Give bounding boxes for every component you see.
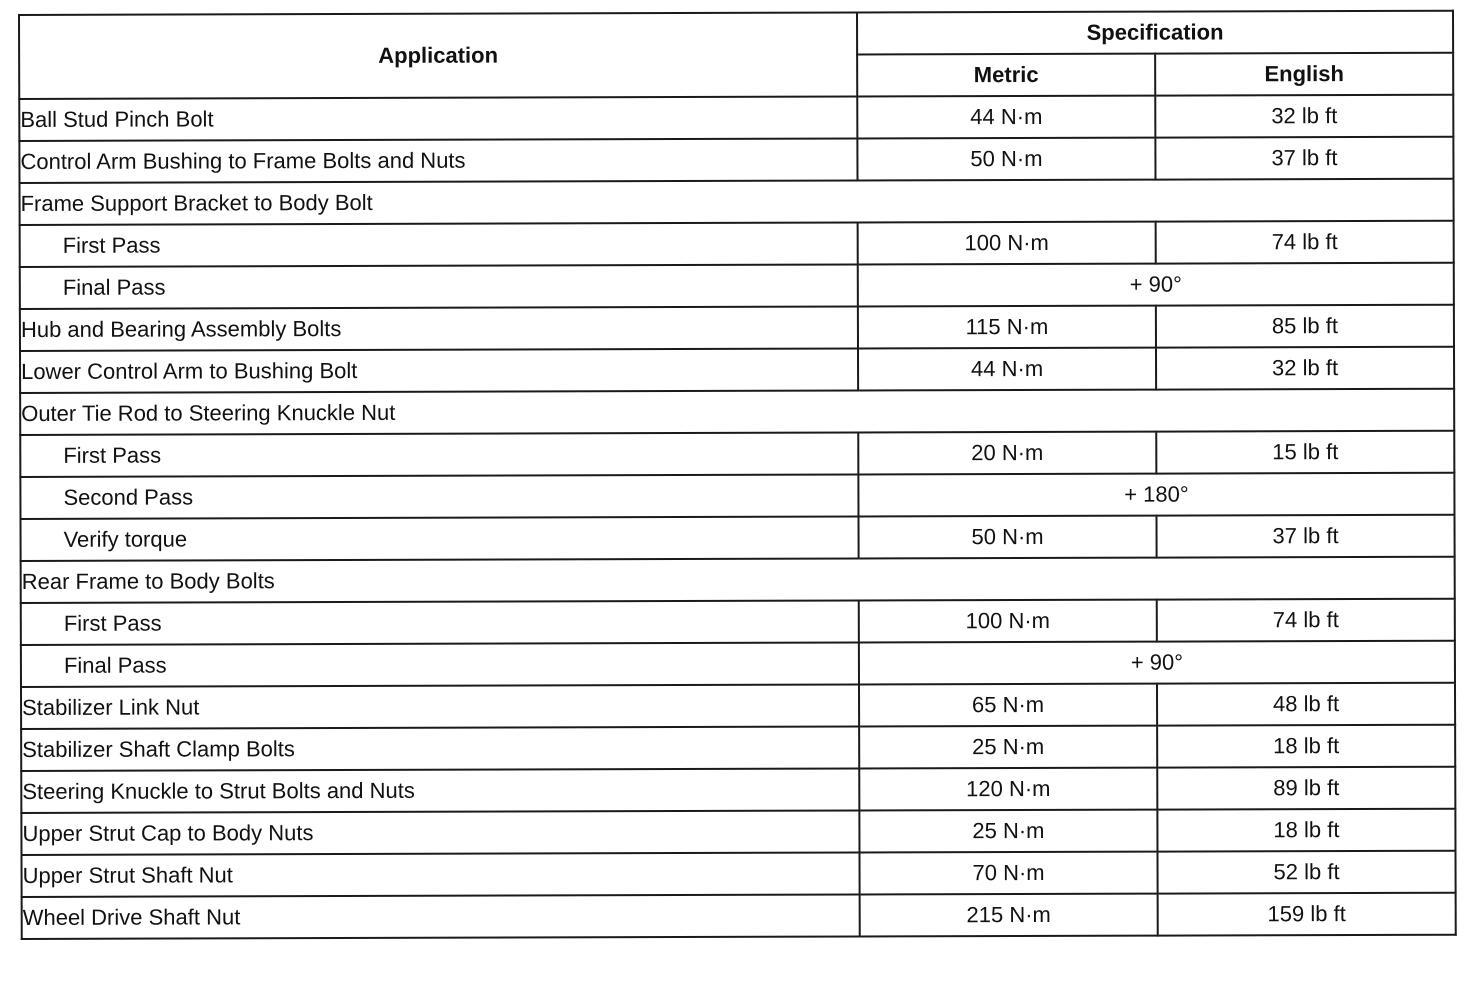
metric-cell: 115 N·m [858, 306, 1156, 349]
table-row [22, 893, 1456, 939]
english-header: English [1155, 53, 1453, 96]
table-row [19, 95, 1453, 141]
metric-cell: 25 N·m [859, 810, 1157, 853]
application-cell: Upper Strut Shaft Nut [21, 853, 859, 897]
metric-cell: 50 N·m [858, 516, 1156, 559]
table-row [20, 515, 1454, 561]
specification-header: Specification [857, 11, 1453, 55]
application-cell: First Pass [20, 433, 858, 477]
english-cell: 48 lb ft [1157, 683, 1455, 726]
table-row [21, 809, 1455, 855]
english-cell: 37 lb ft [1155, 137, 1453, 180]
angle-cell: + 180° [858, 473, 1454, 517]
group-heading-cell: Frame Support Bracket to Body Bolt [20, 179, 1454, 225]
application-cell: Second Pass [20, 475, 858, 519]
metric-cell: 70 N·m [859, 852, 1157, 895]
angle-cell: + 90° [859, 641, 1455, 685]
metric-cell: 120 N·m [859, 768, 1157, 811]
application-cell: Hub and Bearing Assembly Bolts [20, 307, 858, 351]
application-cell: Lower Control Arm to Bushing Bolt [20, 349, 858, 393]
angle-cell: + 90° [858, 263, 1454, 307]
english-cell: 18 lb ft [1157, 725, 1455, 768]
application-cell: Stabilizer Shaft Clamp Bolts [21, 727, 859, 771]
group-heading-cell: Outer Tie Rod to Steering Knuckle Nut [20, 389, 1454, 435]
metric-cell: 20 N·m [858, 432, 1156, 475]
table-row [20, 347, 1454, 393]
metric-cell: 100 N·m [858, 222, 1156, 265]
english-cell: 74 lb ft [1157, 599, 1455, 642]
english-cell: 74 lb ft [1156, 221, 1454, 264]
metric-cell: 44 N·m [858, 348, 1156, 391]
table-row [21, 683, 1455, 729]
table-row [21, 599, 1455, 645]
group-row [20, 179, 1454, 225]
metric-cell: 25 N·m [859, 726, 1157, 769]
application-cell: Steering Knuckle to Strut Bolts and Nuts [21, 769, 859, 813]
table-row [21, 725, 1455, 771]
table-row [21, 641, 1455, 687]
table-row [20, 221, 1454, 267]
english-cell: 32 lb ft [1155, 95, 1453, 138]
english-cell: 15 lb ft [1156, 431, 1454, 474]
application-cell: Wheel Drive Shaft Nut [22, 895, 860, 939]
table-row [19, 137, 1453, 183]
metric-cell: 65 N·m [859, 684, 1157, 727]
table-row [21, 767, 1455, 813]
table-row [20, 263, 1454, 309]
metric-cell: 50 N·m [857, 138, 1155, 181]
application-cell: Verify torque [20, 517, 858, 561]
english-cell: 89 lb ft [1157, 767, 1455, 810]
table-row [20, 431, 1454, 477]
english-cell: 32 lb ft [1156, 347, 1454, 390]
english-cell: 159 lb ft [1158, 893, 1456, 936]
application-cell: Final Pass [20, 265, 858, 309]
torque-spec-table [18, 10, 1457, 940]
metric-cell: 215 N·m [860, 894, 1158, 937]
group-heading-cell: Rear Frame to Body Bolts [21, 557, 1455, 603]
metric-header: Metric [857, 54, 1155, 97]
english-cell: 37 lb ft [1156, 515, 1454, 558]
table-row [21, 851, 1455, 897]
application-cell: First Pass [21, 601, 859, 645]
english-cell: 18 lb ft [1157, 809, 1455, 852]
application-cell: Stabilizer Link Nut [21, 685, 859, 729]
application-cell: First Pass [20, 223, 858, 267]
metric-cell: 44 N·m [857, 96, 1155, 139]
english-cell: 85 lb ft [1156, 305, 1454, 348]
application-cell: Upper Strut Cap to Body Nuts [21, 811, 859, 855]
group-row [20, 389, 1454, 435]
application-header: Application [19, 13, 857, 99]
application-cell: Ball Stud Pinch Bolt [19, 97, 857, 141]
table-row [20, 473, 1454, 519]
table-row [20, 305, 1454, 351]
english-cell: 52 lb ft [1157, 851, 1455, 894]
application-cell: Control Arm Bushing to Frame Bolts and Nuts [19, 139, 857, 183]
group-row [21, 557, 1455, 603]
application-cell: Final Pass [21, 643, 859, 687]
metric-cell: 100 N·m [859, 600, 1157, 643]
